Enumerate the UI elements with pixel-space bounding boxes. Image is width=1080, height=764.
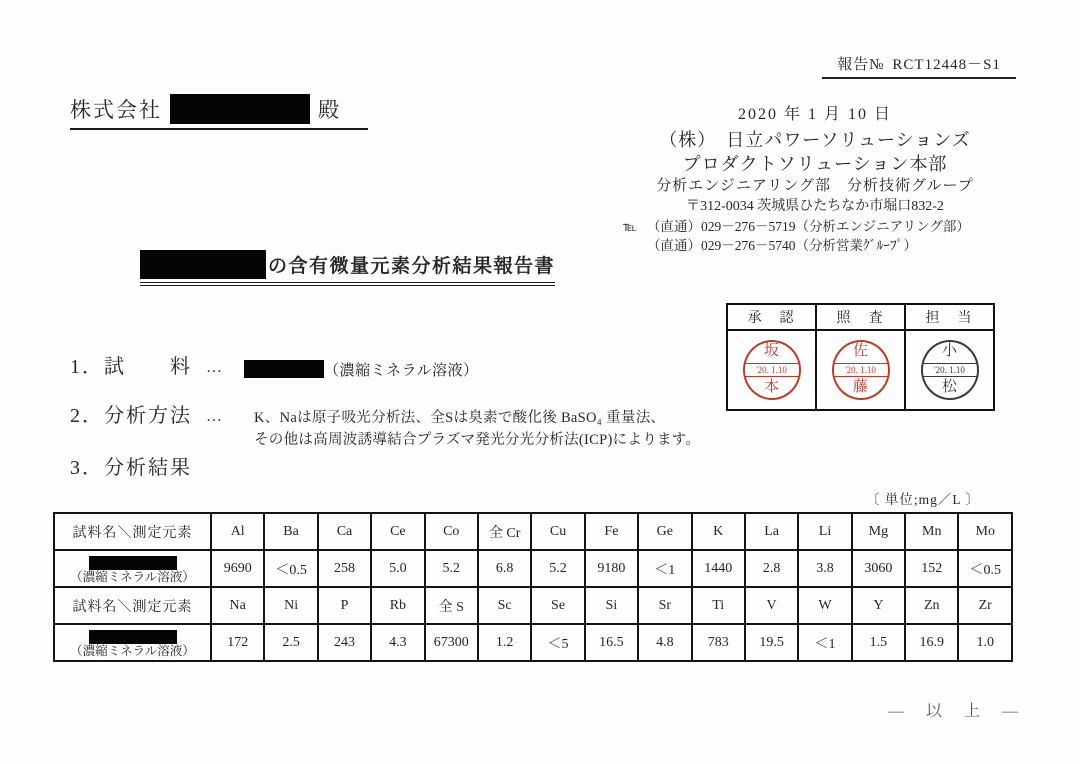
section-results-label: 3．分析結果 xyxy=(70,457,192,479)
element-header-cell: K xyxy=(692,513,745,550)
element-header-cell: Al xyxy=(211,513,264,550)
report-number-line xyxy=(822,53,1016,79)
section-sample-dots: … xyxy=(206,359,222,376)
report-number-value: RCT12448－S1 xyxy=(892,57,1001,73)
element-header-cell: Mg xyxy=(852,513,905,550)
stamp-name-top: 佐 xyxy=(852,343,868,359)
redacted-recipient-name xyxy=(170,94,310,124)
element-header-cell: Ni xyxy=(264,587,317,624)
method-description xyxy=(254,407,700,452)
element-header-cell: Zr xyxy=(958,587,1012,624)
unit-label: 〔 単位;mg／L 〕 xyxy=(866,492,980,507)
value-cell: 3060 xyxy=(852,550,905,587)
approval-header-row xyxy=(727,304,994,330)
value-cell: ＜1 xyxy=(638,550,691,587)
element-header-cell: Na xyxy=(211,587,264,624)
corner-header-cell: 試料名＼測定元素 xyxy=(54,587,211,624)
element-header-cell: Mn xyxy=(905,513,958,550)
section-method-dots: … xyxy=(206,408,222,425)
value-cell: 16.5 xyxy=(585,624,638,661)
value-row xyxy=(54,550,1012,587)
approval-stamp-row xyxy=(727,330,994,410)
section-sample xyxy=(70,355,479,380)
sender-company: （株） 日立パワーソリューションズ xyxy=(659,130,971,150)
results-table xyxy=(53,512,1013,662)
element-header-row xyxy=(54,513,1012,550)
value-cell: 9690 xyxy=(211,550,264,587)
sample-name-cell xyxy=(54,550,211,587)
element-header-cell: Sr xyxy=(638,587,691,624)
value-cell: 1.2 xyxy=(478,624,531,661)
review-stamp-cell xyxy=(816,330,905,410)
value-cell: 5.0 xyxy=(371,550,424,587)
element-header-cell: Cu xyxy=(531,513,584,550)
approval-header-tantou: 担 当 xyxy=(905,304,994,330)
sender-tel2: （直通）029－276－5740（分析営業ｸﾞﾙｰﾌﾟ） xyxy=(647,237,917,253)
closing-mark: ― 以 上 ― xyxy=(888,703,1022,720)
element-header-cell: Co xyxy=(425,513,478,550)
section-sample-label: 1．試 料 xyxy=(70,356,192,378)
redacted-sample-name xyxy=(140,250,266,279)
sender-division: プロダクトソリューション本部 xyxy=(682,154,948,174)
approval-header-shousa: 照 査 xyxy=(816,304,905,330)
section-results xyxy=(70,456,192,480)
recipient-line xyxy=(70,94,368,130)
element-header-cell: La xyxy=(745,513,798,550)
tel-icon: ℡ xyxy=(623,219,637,234)
element-header-row xyxy=(54,587,1012,624)
value-cell: 4.3 xyxy=(371,624,424,661)
element-header-cell: Ge xyxy=(638,513,691,550)
stamp-name-bottom: 藤 xyxy=(852,379,868,396)
charge-stamp-cell xyxy=(905,330,994,410)
value-cell: ＜0.5 xyxy=(958,550,1012,587)
value-cell: 152 xyxy=(905,550,958,587)
stamp-date: '20. 1.10 xyxy=(745,363,799,378)
recipient-honorific: 殿 xyxy=(318,98,341,122)
value-cell: 67300 xyxy=(425,624,478,661)
value-cell: 9180 xyxy=(585,550,638,587)
hanko-stamp-sakamoto xyxy=(743,340,801,400)
value-cell: 16.9 xyxy=(905,624,958,661)
element-header-cell: V xyxy=(745,587,798,624)
value-cell: 783 xyxy=(692,624,745,661)
approval-stamp-table xyxy=(726,303,995,411)
value-cell: ＜1 xyxy=(798,624,851,661)
report-title-text: の含有微量元素分析結果報告書 xyxy=(268,256,556,277)
redacted-sample-name xyxy=(89,556,177,570)
value-cell: 4.8 xyxy=(638,624,691,661)
report-title xyxy=(140,250,555,286)
element-header-cell: Mo xyxy=(958,513,1012,550)
sender-tel1-line xyxy=(615,220,1015,234)
value-cell: 3.8 xyxy=(798,550,851,587)
element-header-cell: P xyxy=(318,587,371,624)
sample-name-cell xyxy=(54,624,211,661)
approval-stamp-cell xyxy=(727,330,816,410)
recipient-company-prefix: 株式会社 xyxy=(70,98,162,122)
approval-header-shounin: 承 認 xyxy=(727,304,816,330)
sender-tel1: （直通）029－276－5719（分析エンジニアリング部） xyxy=(646,219,970,234)
element-header-cell: Ce xyxy=(371,513,424,550)
element-header-cell: Li xyxy=(798,513,851,550)
element-header-cell: Rb xyxy=(371,587,424,624)
stamp-name-bottom: 松 xyxy=(941,379,957,396)
section-method-label: 2．分析方法 xyxy=(70,405,192,427)
value-cell: 6.8 xyxy=(478,550,531,587)
element-header-cell: Ba xyxy=(264,513,317,550)
value-cell: 172 xyxy=(211,624,264,661)
redacted-sample-name xyxy=(244,360,324,378)
report-date: 2020 年 1 月 10 日 xyxy=(737,106,892,123)
value-cell: 243 xyxy=(318,624,371,661)
sample-note: （濃縮ミネラル溶液） xyxy=(70,643,195,658)
sample-note: （濃縮ミネラル溶液） xyxy=(324,363,479,379)
element-header-cell: Ti xyxy=(692,587,745,624)
value-cell: 2.5 xyxy=(264,624,317,661)
method-line1: K、Naは原子吸光分析法、全Sは臭素で酸化後 BaSO₄ 重量法、 xyxy=(254,410,666,426)
value-cell: 19.5 xyxy=(745,624,798,661)
element-header-cell: Fe xyxy=(585,513,638,550)
stamp-date: '20. 1.10 xyxy=(834,363,888,378)
sample-note: （濃縮ミネラル溶液） xyxy=(70,569,195,584)
value-row xyxy=(54,624,1012,661)
element-header-cell: Si xyxy=(585,587,638,624)
element-header-cell: Zn xyxy=(905,587,958,624)
stamp-name-top: 小 xyxy=(941,343,957,359)
value-cell: 1.0 xyxy=(958,624,1012,661)
value-cell: 258 xyxy=(318,550,371,587)
redacted-sample-name xyxy=(89,630,177,644)
sender-address: 〒312-0034 茨城県ひたちなか市堀口832-2 xyxy=(686,199,944,214)
stamp-date: '20. 1.10 xyxy=(923,363,977,378)
sender-department: 分析エンジニアリング部 分析技術グループ xyxy=(656,178,974,194)
value-cell: 2.8 xyxy=(745,550,798,587)
value-cell: ＜0.5 xyxy=(264,550,317,587)
hanko-stamp-sato xyxy=(832,340,890,400)
value-cell: ＜5 xyxy=(531,624,584,661)
hanko-stamp-komatsu xyxy=(921,340,979,400)
value-cell: 1440 xyxy=(692,550,745,587)
stamp-name-bottom: 本 xyxy=(763,379,779,396)
report-number-label: 報告№ xyxy=(837,57,885,73)
corner-header-cell: 試料名＼測定元素 xyxy=(54,513,211,550)
method-line2: その他は高周波誘導結合プラズマ発光分光分析法(ICP)によります。 xyxy=(254,432,701,449)
section-method xyxy=(70,404,700,452)
element-header-cell: 全 Cr xyxy=(478,513,531,550)
element-header-cell: Sc xyxy=(478,587,531,624)
value-cell: 5.2 xyxy=(425,550,478,587)
element-header-cell: Se xyxy=(531,587,584,624)
value-cell: 5.2 xyxy=(531,550,584,587)
sender-block xyxy=(615,107,1015,258)
element-header-cell: Y xyxy=(852,587,905,624)
element-header-cell: Ca xyxy=(318,513,371,550)
value-cell: 1.5 xyxy=(852,624,905,661)
element-header-cell: W xyxy=(798,587,851,624)
stamp-name-top: 坂 xyxy=(763,343,779,359)
element-header-cell: 全 S xyxy=(425,587,478,624)
